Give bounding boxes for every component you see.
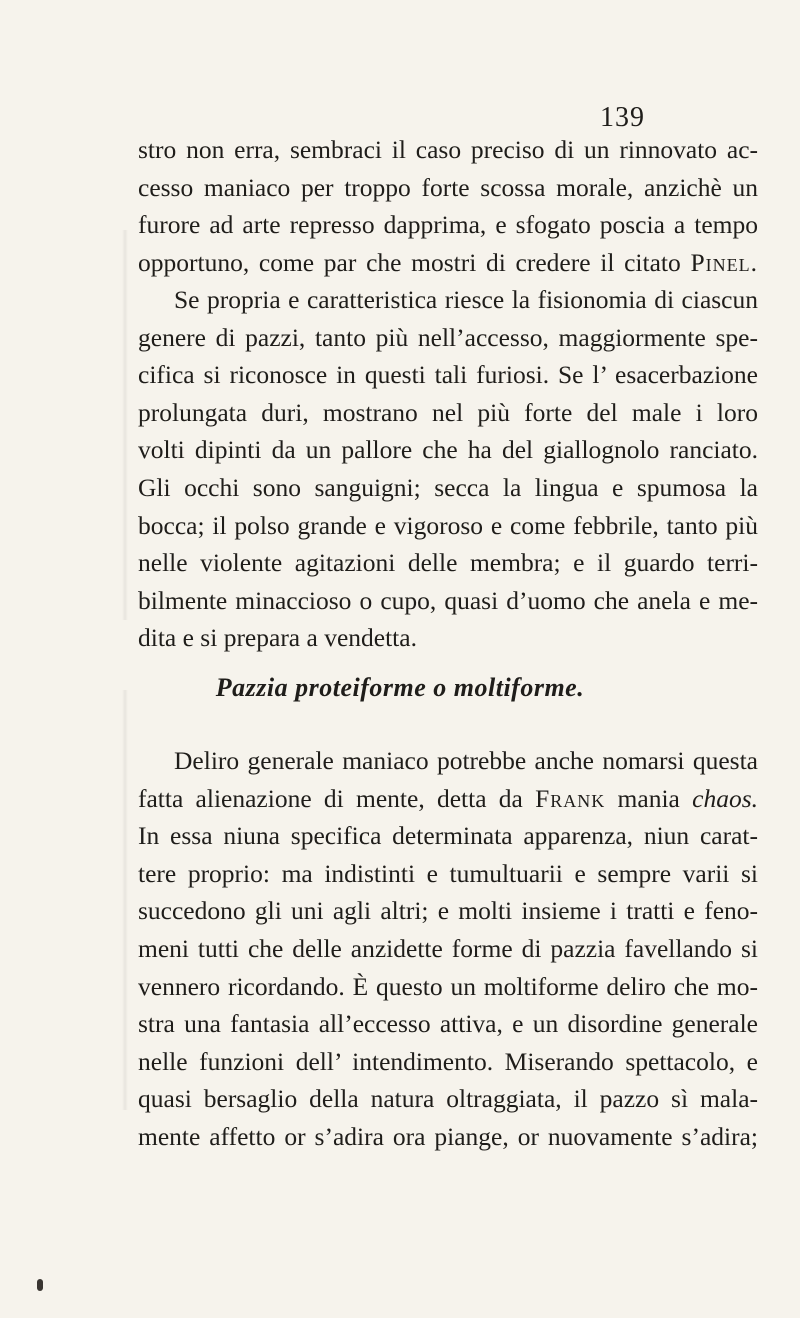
text-line (138, 780, 758, 818)
text-line: mente affetto or s’adira ora piange, or nuovamente s’adira; (138, 1121, 758, 1151)
text-line: volti dipinti da un pallore che ha del giallognolo ranciato. (138, 435, 758, 465)
gutter-shadow (122, 690, 128, 1110)
page-number: 139 (600, 102, 645, 133)
gutter-shadow (122, 230, 128, 620)
text-line: nelle violente agitazioni delle membra; e il guardo terri- (138, 548, 758, 578)
text-fragment: opportuno, come par che mostri di credere il citato (138, 247, 691, 277)
text-line: prolungata duri, mostrano nel più forte del male i loro (138, 397, 758, 427)
text-line (138, 244, 758, 282)
text-line: furore ad arte represso dapprima, e sfogato poscia a tempo (138, 210, 758, 240)
text-line: vennero ricordando. È questo un moltiforme deliro che mo- (138, 971, 758, 1001)
author-name: Pinel. (690, 247, 758, 277)
text-line: cesso maniaco per troppo forte scossa morale, anzichè un (138, 172, 758, 202)
text-line: dita e si prepara a vendetta. (138, 623, 417, 653)
text-line: Gli occhi sono sanguigni; secca la lingua e spumosa la (138, 472, 758, 502)
text-fragment: fatta alienazione di mente, detta da (138, 783, 536, 813)
text-line: succedono gli uni agli altri; e molti insieme i tratti e feno- (138, 896, 758, 926)
paragraph-continuation (138, 131, 758, 281)
text-line: nelle funzioni dell’ intendimento. Miserando spettacolo, e (138, 1046, 758, 1076)
text-line: bocca; il polso grande e vigoroso e come febbrile, tanto più (138, 510, 758, 540)
text-line: tere proprio: ma indistinti e tumultuarii e sempre varii si (138, 858, 758, 888)
text-line: genere di pazzi, tanto più nell’accesso, maggiormente spe- (138, 322, 758, 352)
text-line: stra una fantasia all’eccesso attiva, e un disordine generale (138, 1009, 758, 1039)
text-line: Deliro generale maniaco potrebbe anche nomarsi questa (174, 746, 758, 775)
text-fragment: mania (605, 783, 693, 813)
text-line: cifica si riconosce in questi tali furiosi. Se l’ esacerbazione (138, 360, 758, 390)
text-line: In essa niuna specifica determinata apparenza, niun carat- (138, 821, 758, 851)
text-line: meni tutti che delle anzidette forme di pazzia favellando si (138, 933, 758, 963)
ink-speck (37, 1279, 43, 1291)
paragraph-physiognomy (138, 281, 758, 657)
text-line: stro non erra, sembraci il caso preciso di un rinnovato ac- (138, 135, 758, 164)
text-line: quasi bersaglio della natura oltraggiata, il pazzo sì mala- (138, 1084, 758, 1114)
latin-term: chaos. (692, 783, 759, 813)
text-line: bilmente minaccioso o cupo, quasi d’uomo che anela e me- (138, 585, 758, 615)
section-heading: Pazzia proteiforme o moltiforme. (215, 673, 585, 702)
text-line: Se propria e caratteristica riesce la fisionomia di ciascun (174, 285, 758, 314)
author-name: Frank (535, 783, 606, 813)
paragraph-proteiform (138, 742, 758, 1156)
